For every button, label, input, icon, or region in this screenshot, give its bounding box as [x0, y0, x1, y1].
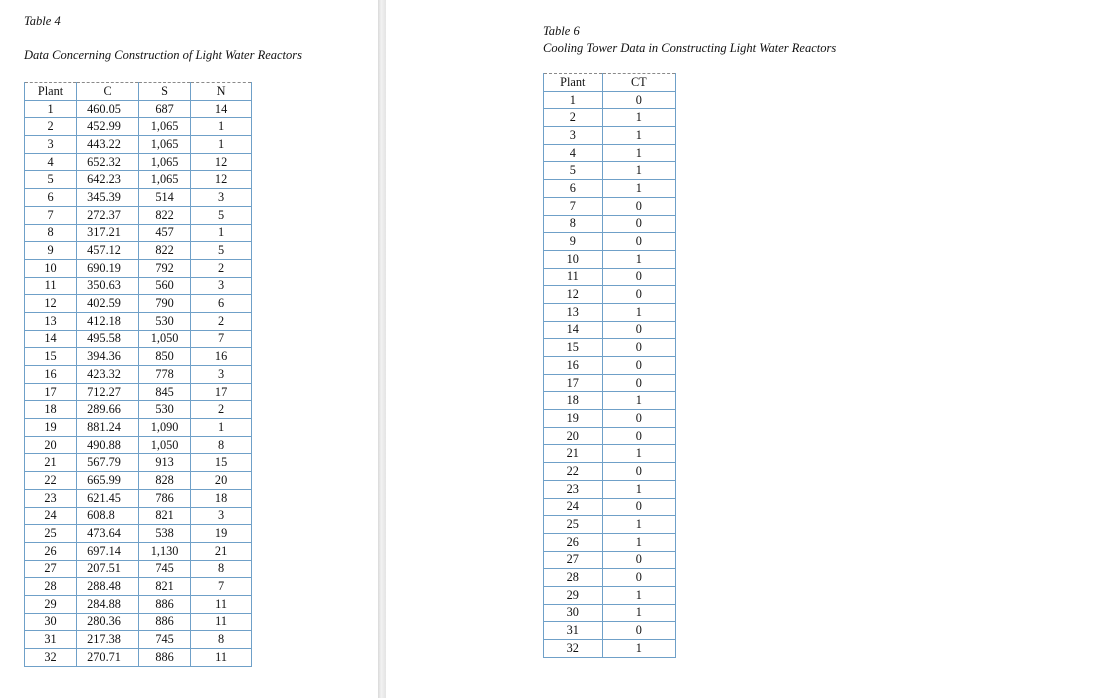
cell-n: 20 [191, 472, 252, 490]
cell-ct: 0 [602, 286, 675, 304]
cell-plant: 22 [25, 472, 77, 490]
table-row [25, 330, 252, 348]
cell-plant: 31 [544, 622, 603, 640]
cell-plant: 30 [25, 613, 77, 631]
cell-ct: 0 [602, 339, 675, 357]
cell-ct: 0 [602, 569, 675, 587]
table-row [25, 242, 252, 260]
page-gutter [378, 0, 386, 698]
table-row [544, 569, 676, 587]
cell-c: 207.51 [77, 560, 139, 578]
table-row [544, 392, 676, 410]
cell-plant: 23 [25, 489, 77, 507]
table-row [544, 445, 676, 463]
cell-c: 608.8 [77, 507, 139, 525]
cell-ct: 1 [602, 586, 675, 604]
table-row [25, 472, 252, 490]
cell-c: 665.99 [77, 472, 139, 490]
table-row [25, 366, 252, 384]
table-row [544, 410, 676, 428]
cell-ct: 0 [602, 410, 675, 428]
cell-n: 17 [191, 383, 252, 401]
table-row [544, 516, 676, 534]
cell-ct: 0 [602, 357, 675, 375]
cell-n: 8 [191, 560, 252, 578]
cell-s: 687 [139, 100, 191, 118]
cell-plant: 18 [25, 401, 77, 419]
cell-plant: 26 [25, 542, 77, 560]
table-row [544, 640, 676, 658]
cell-plant: 16 [25, 366, 77, 384]
cell-plant: 7 [25, 206, 77, 224]
table4-header-row [25, 83, 252, 101]
cell-plant: 14 [544, 321, 603, 339]
cell-n: 1 [191, 136, 252, 154]
table-row [25, 295, 252, 313]
table-row [25, 277, 252, 295]
table-row [25, 542, 252, 560]
cell-ct: 0 [602, 268, 675, 286]
table4-label: Table 4 [24, 14, 61, 28]
table-row [25, 454, 252, 472]
table-row [25, 118, 252, 136]
table-row [25, 224, 252, 242]
cell-ct: 1 [602, 640, 675, 658]
cell-plant: 4 [544, 144, 603, 162]
table-row [544, 109, 676, 127]
column-header-s: S [139, 83, 191, 101]
table-row [544, 533, 676, 551]
cell-plant: 15 [544, 339, 603, 357]
table-row [25, 206, 252, 224]
table-row [544, 197, 676, 215]
table-row [544, 622, 676, 640]
table-row [25, 401, 252, 419]
cell-c: 460.05 [77, 100, 139, 118]
table-row [25, 631, 252, 649]
cell-plant: 19 [25, 419, 77, 437]
cell-c: 642.23 [77, 171, 139, 189]
cell-c: 495.58 [77, 330, 139, 348]
table-row [25, 578, 252, 596]
cell-plant: 32 [25, 649, 77, 667]
cell-s: 886 [139, 595, 191, 613]
table-row [544, 374, 676, 392]
cell-plant: 25 [25, 525, 77, 543]
table-row [25, 613, 252, 631]
cell-ct: 0 [602, 215, 675, 233]
cell-s: 886 [139, 613, 191, 631]
cell-ct: 0 [602, 463, 675, 481]
column-header-c: C [77, 83, 139, 101]
cell-n: 5 [191, 242, 252, 260]
cell-n: 8 [191, 631, 252, 649]
table4 [24, 82, 252, 667]
cell-c: 881.24 [77, 419, 139, 437]
cell-s: 1,050 [139, 436, 191, 454]
cell-n: 2 [191, 312, 252, 330]
table-row [25, 383, 252, 401]
cell-plant: 20 [544, 427, 603, 445]
column-header-n: N [191, 83, 252, 101]
table-row [25, 153, 252, 171]
cell-c: 457.12 [77, 242, 139, 260]
table-row [544, 286, 676, 304]
cell-plant: 4 [25, 153, 77, 171]
table6-header-row [544, 74, 676, 92]
cell-n: 21 [191, 542, 252, 560]
cell-s: 913 [139, 454, 191, 472]
table-row [25, 649, 252, 667]
table-row [25, 171, 252, 189]
cell-ct: 0 [602, 374, 675, 392]
cell-c: 345.39 [77, 189, 139, 207]
cell-n: 12 [191, 171, 252, 189]
cell-s: 1,065 [139, 136, 191, 154]
cell-n: 16 [191, 348, 252, 366]
table-row [25, 348, 252, 366]
cell-s: 1,050 [139, 330, 191, 348]
cell-s: 538 [139, 525, 191, 543]
table-row [544, 480, 676, 498]
cell-ct: 0 [602, 91, 675, 109]
cell-plant: 9 [544, 233, 603, 251]
table-row [25, 489, 252, 507]
cell-n: 18 [191, 489, 252, 507]
table-row [544, 303, 676, 321]
table-row [544, 357, 676, 375]
cell-s: 560 [139, 277, 191, 295]
cell-plant: 2 [25, 118, 77, 136]
cell-s: 850 [139, 348, 191, 366]
cell-plant: 15 [25, 348, 77, 366]
cell-ct: 1 [602, 480, 675, 498]
cell-n: 7 [191, 330, 252, 348]
cell-plant: 12 [544, 286, 603, 304]
cell-plant: 10 [25, 259, 77, 277]
cell-s: 1,090 [139, 419, 191, 437]
cell-n: 6 [191, 295, 252, 313]
cell-plant: 21 [544, 445, 603, 463]
table-row [544, 321, 676, 339]
cell-plant: 11 [544, 268, 603, 286]
cell-ct: 0 [602, 551, 675, 569]
table-row [544, 127, 676, 145]
cell-s: 822 [139, 242, 191, 260]
cell-plant: 7 [544, 197, 603, 215]
cell-s: 778 [139, 366, 191, 384]
table-row [25, 189, 252, 207]
cell-c: 272.37 [77, 206, 139, 224]
cell-s: 530 [139, 312, 191, 330]
cell-n: 11 [191, 613, 252, 631]
table-row [25, 595, 252, 613]
cell-plant: 10 [544, 250, 603, 268]
cell-plant: 18 [544, 392, 603, 410]
cell-plant: 22 [544, 463, 603, 481]
cell-c: 690.19 [77, 259, 139, 277]
cell-s: 457 [139, 224, 191, 242]
cell-n: 12 [191, 153, 252, 171]
cell-n: 3 [191, 507, 252, 525]
cell-n: 8 [191, 436, 252, 454]
cell-s: 821 [139, 578, 191, 596]
cell-plant: 6 [25, 189, 77, 207]
cell-s: 828 [139, 472, 191, 490]
cell-ct: 1 [602, 162, 675, 180]
cell-plant: 32 [544, 640, 603, 658]
cell-n: 1 [191, 419, 252, 437]
cell-plant: 29 [25, 595, 77, 613]
cell-plant: 2 [544, 109, 603, 127]
cell-plant: 11 [25, 277, 77, 295]
table-row [25, 419, 252, 437]
cell-plant: 5 [544, 162, 603, 180]
cell-c: 621.45 [77, 489, 139, 507]
cell-c: 423.32 [77, 366, 139, 384]
table-row [544, 339, 676, 357]
cell-c: 394.36 [77, 348, 139, 366]
cell-ct: 1 [602, 445, 675, 463]
cell-ct: 0 [602, 197, 675, 215]
table-row [544, 91, 676, 109]
cell-c: 697.14 [77, 542, 139, 560]
cell-s: 745 [139, 631, 191, 649]
table-row [544, 551, 676, 569]
cell-ct: 0 [602, 321, 675, 339]
table-row [544, 215, 676, 233]
cell-n: 3 [191, 366, 252, 384]
table-row [25, 100, 252, 118]
cell-ct: 0 [602, 622, 675, 640]
cell-s: 1,065 [139, 118, 191, 136]
cell-n: 14 [191, 100, 252, 118]
cell-ct: 1 [602, 604, 675, 622]
cell-plant: 12 [25, 295, 77, 313]
cell-c: 288.48 [77, 578, 139, 596]
table6 [543, 73, 676, 658]
cell-plant: 1 [544, 91, 603, 109]
left-page [0, 0, 378, 698]
cell-ct: 1 [602, 533, 675, 551]
cell-plant: 30 [544, 604, 603, 622]
table-row [544, 498, 676, 516]
table-row [544, 586, 676, 604]
cell-c: 280.36 [77, 613, 139, 631]
table6-label: Table 6 [543, 24, 580, 38]
cell-n: 3 [191, 189, 252, 207]
cell-s: 1,065 [139, 153, 191, 171]
cell-n: 5 [191, 206, 252, 224]
cell-ct: 1 [602, 127, 675, 145]
cell-plant: 3 [544, 127, 603, 145]
cell-c: 402.59 [77, 295, 139, 313]
cell-c: 412.18 [77, 312, 139, 330]
column-header-ct: CT [602, 74, 675, 92]
cell-plant: 28 [25, 578, 77, 596]
cell-plant: 13 [25, 312, 77, 330]
cell-s: 821 [139, 507, 191, 525]
cell-n: 15 [191, 454, 252, 472]
cell-c: 473.64 [77, 525, 139, 543]
cell-s: 1,130 [139, 542, 191, 560]
cell-c: 284.88 [77, 595, 139, 613]
table-row [544, 463, 676, 481]
table-row [25, 136, 252, 154]
column-header-plant: Plant [544, 74, 603, 92]
table-row [544, 427, 676, 445]
table4-title: Data Concerning Construction of Light Water Reactors [24, 48, 303, 62]
cell-ct: 1 [602, 180, 675, 198]
cell-n: 11 [191, 595, 252, 613]
cell-s: 886 [139, 649, 191, 667]
cell-c: 452.99 [77, 118, 139, 136]
cell-plant: 6 [544, 180, 603, 198]
cell-plant: 24 [544, 498, 603, 516]
cell-plant: 21 [25, 454, 77, 472]
table-row [544, 144, 676, 162]
cell-s: 822 [139, 206, 191, 224]
cell-plant: 24 [25, 507, 77, 525]
cell-plant: 17 [25, 383, 77, 401]
cell-plant: 16 [544, 357, 603, 375]
cell-ct: 1 [602, 144, 675, 162]
table-row [544, 233, 676, 251]
cell-c: 350.63 [77, 277, 139, 295]
cell-ct: 1 [602, 516, 675, 534]
cell-plant: 8 [25, 224, 77, 242]
cell-plant: 1 [25, 100, 77, 118]
cell-plant: 5 [25, 171, 77, 189]
cell-n: 19 [191, 525, 252, 543]
cell-c: 317.21 [77, 224, 139, 242]
cell-plant: 19 [544, 410, 603, 428]
cell-n: 1 [191, 118, 252, 136]
cell-ct: 0 [602, 427, 675, 445]
cell-n: 1 [191, 224, 252, 242]
table-row [25, 525, 252, 543]
table-row [544, 180, 676, 198]
cell-s: 786 [139, 489, 191, 507]
table-row [25, 436, 252, 454]
table-row [544, 250, 676, 268]
cell-n: 3 [191, 277, 252, 295]
cell-c: 217.38 [77, 631, 139, 649]
table-row [544, 162, 676, 180]
cell-n: 2 [191, 401, 252, 419]
cell-ct: 0 [602, 233, 675, 251]
cell-s: 514 [139, 189, 191, 207]
cell-n: 7 [191, 578, 252, 596]
cell-plant: 28 [544, 569, 603, 587]
cell-s: 845 [139, 383, 191, 401]
cell-plant: 9 [25, 242, 77, 260]
cell-ct: 1 [602, 303, 675, 321]
cell-plant: 26 [544, 533, 603, 551]
cell-c: 443.22 [77, 136, 139, 154]
table6-title: Cooling Tower Data in Constructing Light Water Reactors [543, 41, 837, 55]
cell-c: 289.66 [77, 401, 139, 419]
cell-n: 2 [191, 259, 252, 277]
table-row [544, 268, 676, 286]
cell-ct: 0 [602, 498, 675, 516]
cell-plant: 27 [544, 551, 603, 569]
cell-s: 530 [139, 401, 191, 419]
table-row [25, 312, 252, 330]
cell-plant: 20 [25, 436, 77, 454]
cell-s: 745 [139, 560, 191, 578]
table-row [25, 560, 252, 578]
cell-plant: 13 [544, 303, 603, 321]
cell-plant: 25 [544, 516, 603, 534]
cell-plant: 27 [25, 560, 77, 578]
cell-ct: 1 [602, 250, 675, 268]
cell-c: 270.71 [77, 649, 139, 667]
cell-ct: 1 [602, 392, 675, 410]
table-row [25, 507, 252, 525]
cell-c: 652.32 [77, 153, 139, 171]
cell-plant: 14 [25, 330, 77, 348]
cell-plant: 8 [544, 215, 603, 233]
cell-plant: 29 [544, 586, 603, 604]
cell-n: 11 [191, 649, 252, 667]
cell-c: 490.88 [77, 436, 139, 454]
cell-s: 790 [139, 295, 191, 313]
cell-plant: 3 [25, 136, 77, 154]
table-row [544, 604, 676, 622]
cell-plant: 17 [544, 374, 603, 392]
cell-s: 1,065 [139, 171, 191, 189]
cell-plant: 31 [25, 631, 77, 649]
table-row [25, 259, 252, 277]
cell-c: 712.27 [77, 383, 139, 401]
column-header-plant: Plant [25, 83, 77, 101]
cell-plant: 23 [544, 480, 603, 498]
right-page [386, 0, 1093, 698]
cell-c: 567.79 [77, 454, 139, 472]
cell-s: 792 [139, 259, 191, 277]
cell-ct: 1 [602, 109, 675, 127]
